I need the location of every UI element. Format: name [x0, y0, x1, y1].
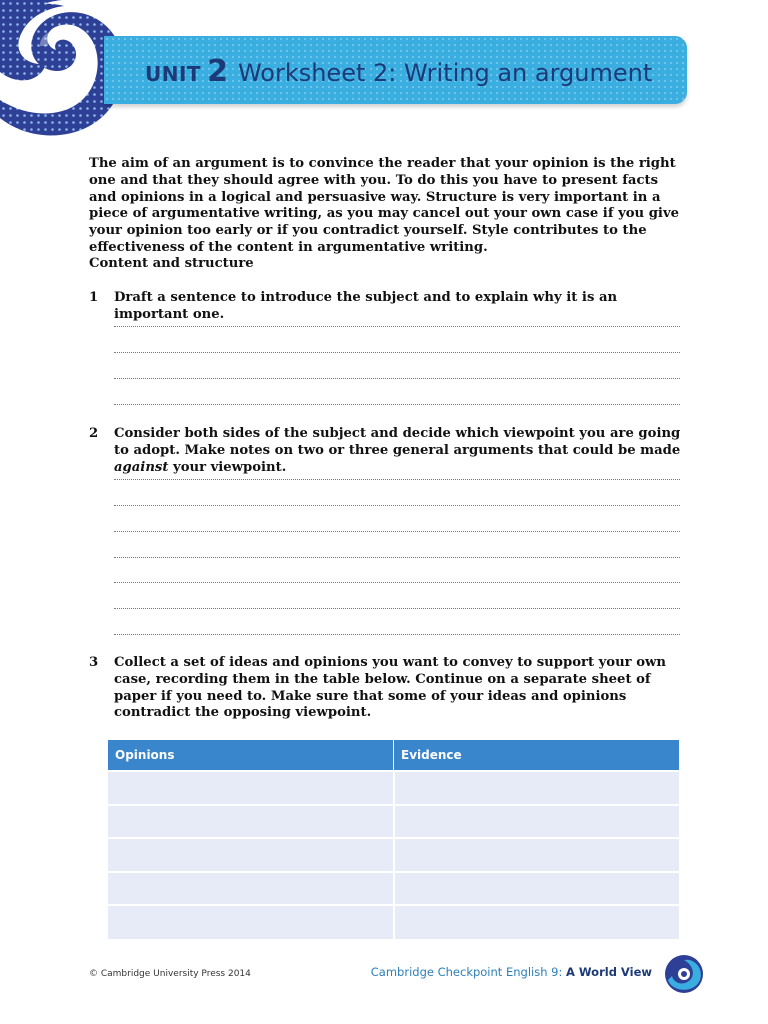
book-name: A World View: [566, 965, 652, 979]
opinion-cell[interactable]: [108, 872, 394, 906]
table-row: [108, 805, 679, 839]
question-2-text-start: Consider both sides of the subject and decide which viewpoint you are going to adopt. Make notes on two or three general arguments that could be made: [114, 426, 681, 458]
table-row: [108, 771, 679, 805]
column-header-opinions: Opinions: [108, 740, 394, 771]
opinion-cell[interactable]: [108, 905, 394, 939]
answer-line[interactable]: [114, 352, 680, 353]
evidence-cell[interactable]: [394, 838, 680, 872]
table-row: [108, 872, 679, 906]
opinion-cell[interactable]: [108, 805, 394, 839]
answer-line[interactable]: [114, 404, 680, 405]
table-row: [108, 838, 679, 872]
answer-line[interactable]: [114, 479, 680, 480]
evidence-cell[interactable]: [394, 771, 680, 805]
question-2-text-end: your viewpoint.: [168, 459, 287, 475]
section-heading: Content and structure: [89, 256, 254, 271]
evidence-cell[interactable]: [394, 872, 680, 906]
question-3-number: 3: [89, 655, 99, 670]
answer-line[interactable]: [114, 378, 680, 379]
book-title: [371, 965, 652, 979]
unit-label: UNIT: [145, 62, 202, 86]
evidence-cell[interactable]: [394, 805, 680, 839]
ideas-table: [108, 740, 679, 939]
table-header-row: [108, 740, 679, 771]
unit-number: 2: [207, 54, 228, 89]
question-1-number: 1: [89, 290, 99, 305]
answer-line[interactable]: [114, 505, 680, 506]
opinion-cell[interactable]: [108, 771, 394, 805]
question-2-text: [114, 426, 689, 476]
question-2-number: 2: [89, 426, 99, 441]
worksheet-name: Worksheet 2: Writing an argument: [237, 59, 653, 87]
evidence-cell[interactable]: [394, 905, 680, 939]
answer-line[interactable]: [114, 608, 680, 609]
answer-line[interactable]: [114, 326, 680, 327]
answer-line[interactable]: [114, 582, 680, 583]
footer-swirl-icon: [662, 952, 706, 996]
intro-paragraph: The aim of an argument is to convince the reader that your opinion is the right one and that they should agree with you. To do this you have to present facts and opinions in a logical and persuasive way. Structure is very important in a piece of argumentative writing, as you may cancel out your own case if you give your opinion too early or if you contradict yourself. Style contributes to the effectiveness of the content in argumentative writing.: [89, 156, 679, 255]
column-header-evidence: Evidence: [394, 740, 680, 771]
copyright-notice: © Cambridge University Press 2014: [89, 969, 251, 979]
worksheet-title: [145, 54, 652, 94]
table-row: [108, 905, 679, 939]
answer-line[interactable]: [114, 531, 680, 532]
answer-line[interactable]: [114, 634, 680, 635]
question-1-text: Draft a sentence to introduce the subject and to explain why it is an important one.: [114, 290, 618, 322]
question-2-emphasis: against: [114, 459, 169, 475]
question-3-text: Collect a set of ideas and opinions you want to convey to support your own case, recording them in the table below. Continue on a separate sheet of paper if you need to. Make sure that some of your ideas and opinions contradict the opposing viewpoint.: [114, 655, 666, 721]
opinion-cell[interactable]: [108, 838, 394, 872]
series-name: Cambridge Checkpoint English 9:: [370, 965, 566, 979]
answer-line[interactable]: [114, 557, 680, 558]
